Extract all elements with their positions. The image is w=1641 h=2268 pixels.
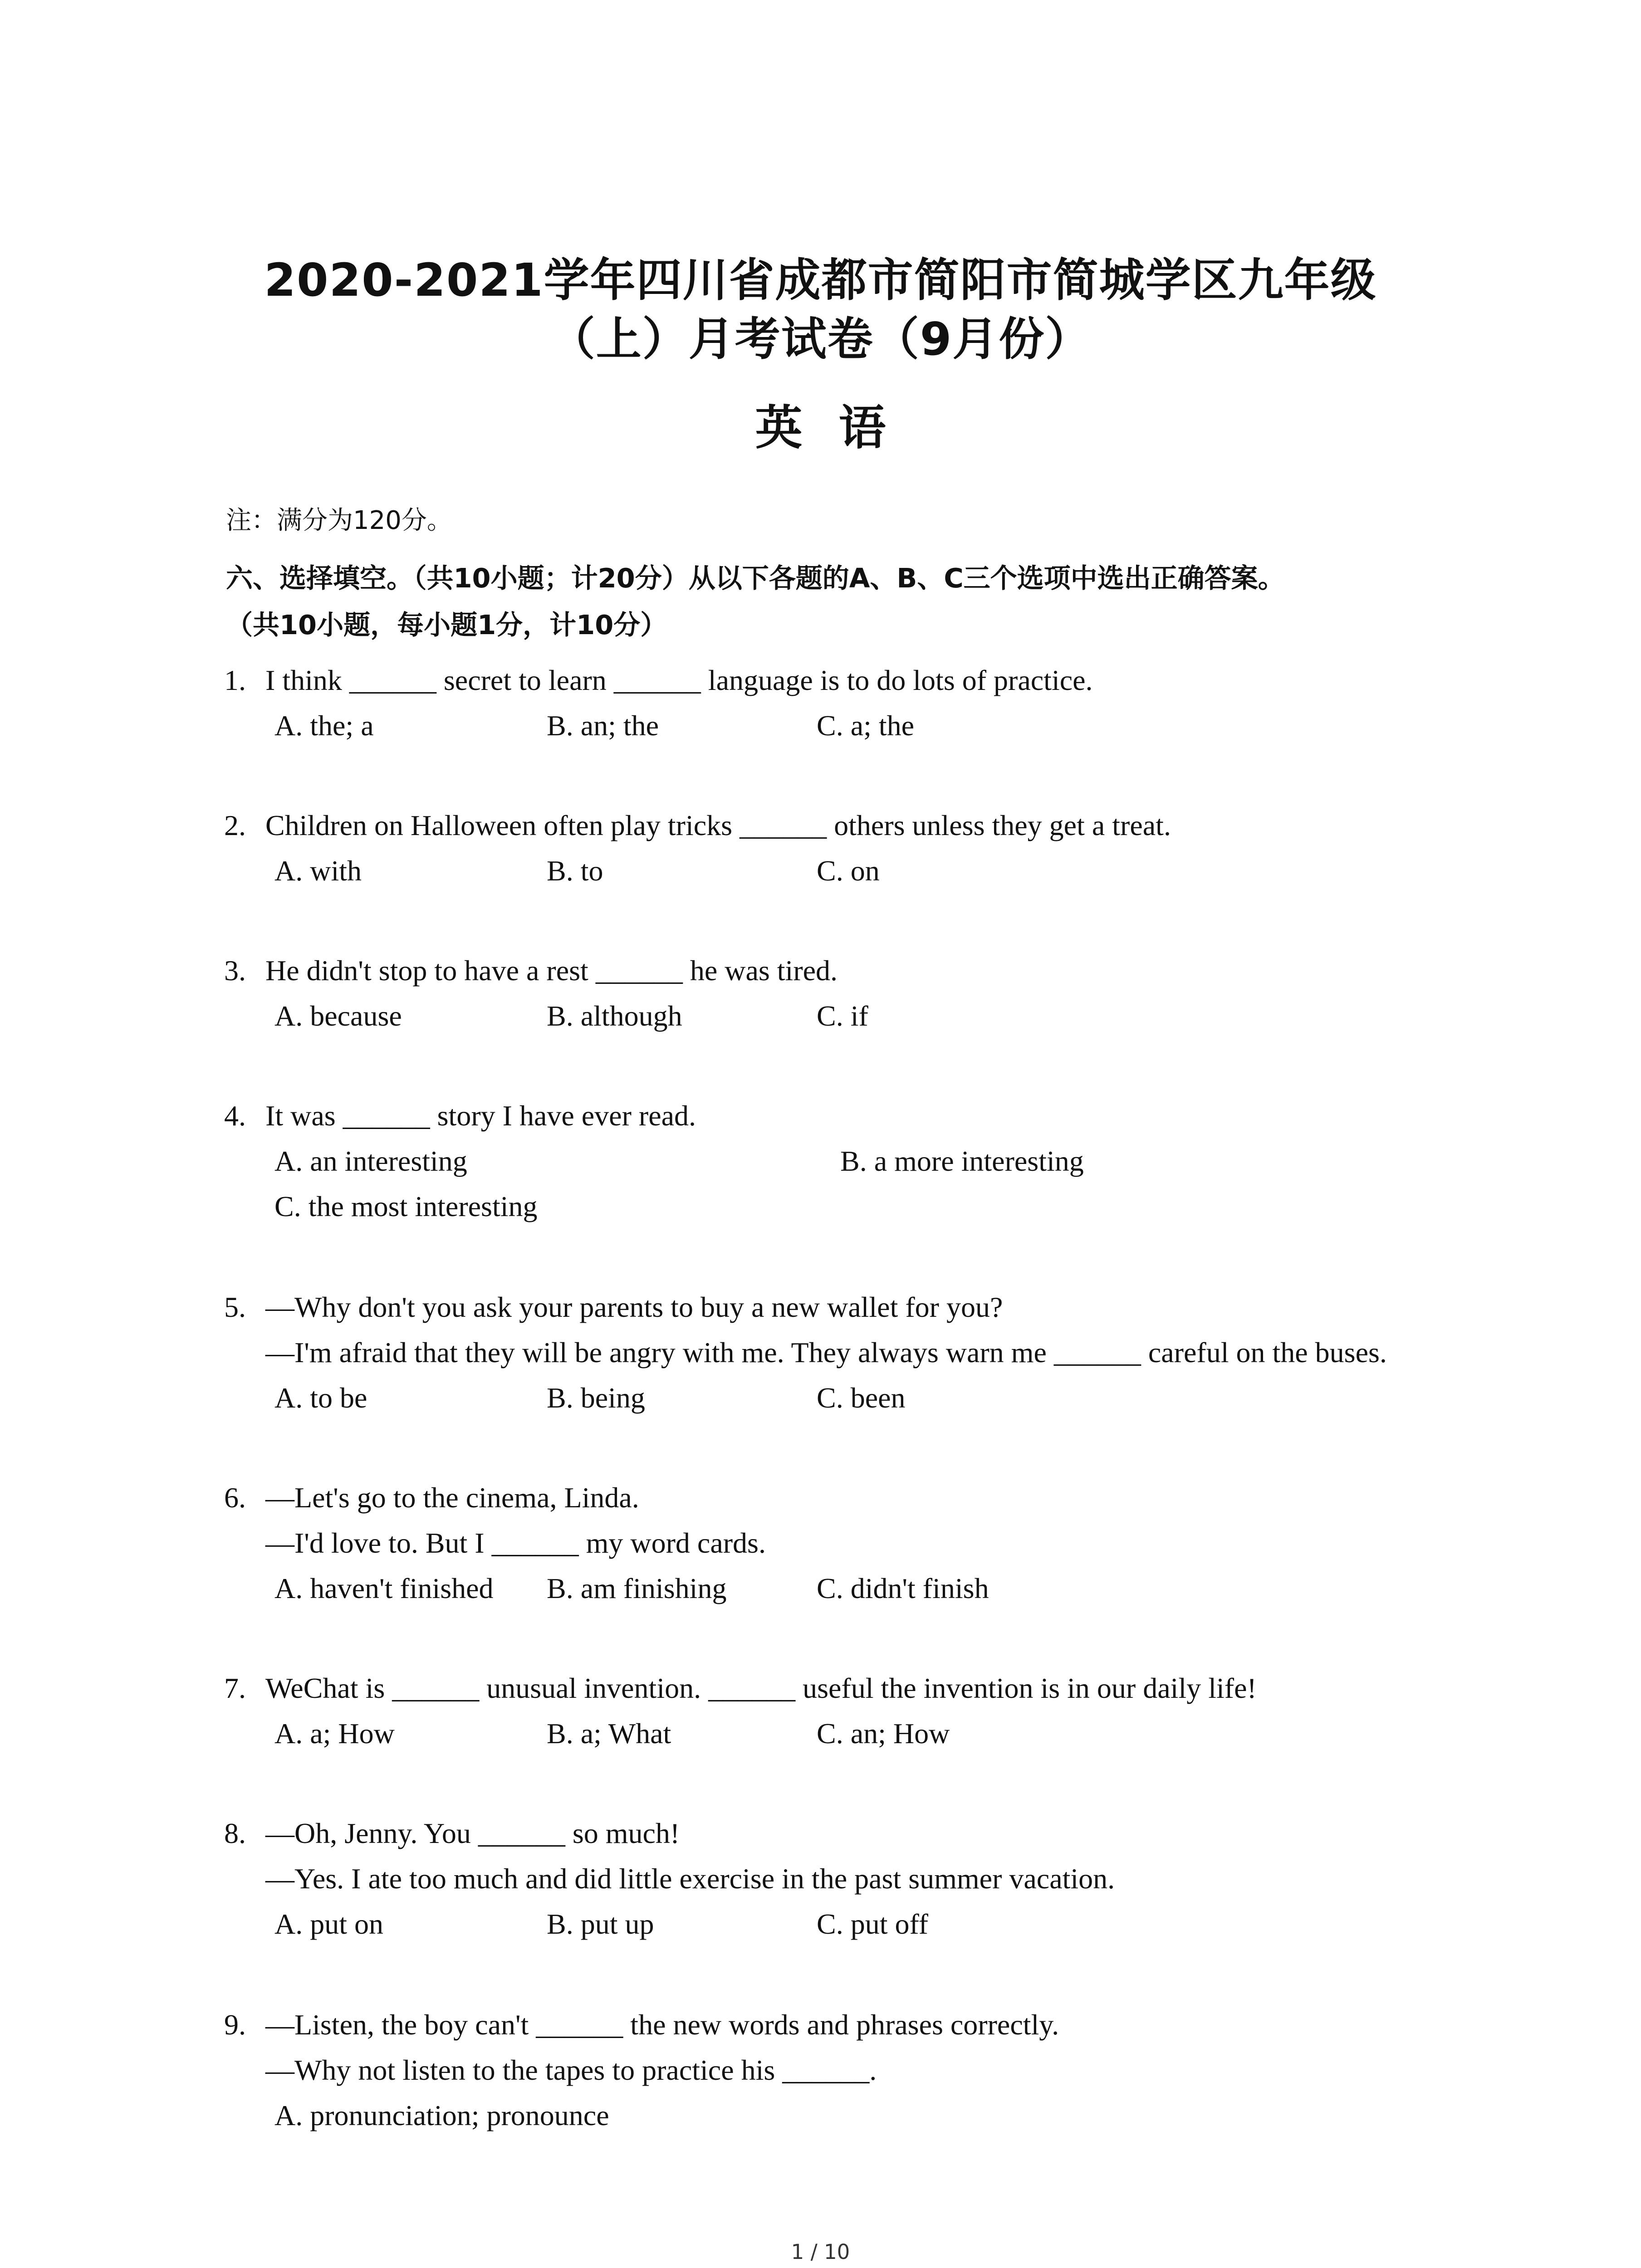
option-b[interactable]: B. a; What: [547, 1717, 671, 1750]
option-c[interactable]: C. a; the: [817, 709, 915, 742]
option-b[interactable]: B. am finishing: [547, 1572, 727, 1604]
question-number: 3.: [224, 954, 246, 987]
option-c[interactable]: C. an; How: [817, 1717, 950, 1750]
option-a[interactable]: A. with: [274, 855, 362, 887]
option-a[interactable]: A. because: [274, 1000, 402, 1032]
question-number: 5.: [224, 1291, 246, 1323]
question-stem: —Let's go to the cinema, Linda.: [265, 1481, 639, 1514]
option-c[interactable]: C. on: [817, 855, 880, 887]
question-number: 8.: [224, 1817, 246, 1849]
question-stem: He didn't stop to have a rest ______ he was tired.: [265, 954, 838, 987]
option-c[interactable]: C. the most interesting: [274, 1190, 538, 1222]
option-a[interactable]: A. put on: [274, 1908, 383, 1940]
option-a[interactable]: A. the; a: [274, 709, 374, 742]
question-stem: —Why don't you ask your parents to buy a new wallet for you?: [265, 1291, 1003, 1323]
option-b[interactable]: B. being: [547, 1382, 645, 1414]
score-note: 注：满分为120分。: [226, 506, 452, 535]
section-instruction-line2: （共10小题，每小题1分，计10分）: [226, 609, 667, 640]
question-stem: WeChat is ______ unusual invention. ______ useful the invention is in our daily life!: [265, 1672, 1257, 1704]
option-b[interactable]: B. an; the: [547, 709, 659, 742]
subject-heading: 英语: [755, 400, 922, 455]
question-stem-line2: —I'm afraid that they will be angry with me. They always warn me ______ careful on the buses.: [265, 1336, 1387, 1369]
question-stem-line2: —Yes. I ate too much and did little exercise in the past summer vacation.: [265, 1862, 1115, 1895]
question-stem-line2: —I'd love to. But I ______ my word cards.: [265, 1527, 766, 1559]
option-a[interactable]: A. pronunciation; pronounce: [274, 2099, 609, 2131]
option-b[interactable]: B. put up: [547, 1908, 654, 1940]
option-a[interactable]: A. an interesting: [274, 1145, 467, 1177]
question-number: 7.: [224, 1672, 246, 1704]
option-c[interactable]: C. didn't finish: [817, 1572, 989, 1604]
option-c[interactable]: C. if: [817, 1000, 868, 1032]
exam-title-line1: 2020-2021学年四川省成都市简阳市简城学区九年级: [264, 254, 1377, 307]
question-stem-line2: —Why not listen to the tapes to practice his ______.: [265, 2054, 877, 2086]
question-stem: —Listen, the boy can't ______ the new words and phrases correctly.: [265, 2009, 1059, 2041]
option-b[interactable]: B. a more interesting: [840, 1145, 1084, 1177]
option-b[interactable]: B. to: [547, 855, 603, 887]
question-number: 9.: [224, 2009, 246, 2041]
option-a[interactable]: A. haven't finished: [274, 1572, 494, 1604]
exam-title-line2: （上）月考试卷（9月份）: [549, 313, 1092, 366]
section-instruction-line1: 六、选择填空。（共10小题；计20分）从以下各题的A、B、C三个选项中选出正确答案。: [226, 562, 1285, 594]
question-stem: Children on Halloween often play tricks ______ others unless they get a treat.: [265, 809, 1171, 841]
option-b[interactable]: B. although: [547, 1000, 682, 1032]
option-c[interactable]: C. been: [817, 1382, 906, 1414]
question-stem: —Oh, Jenny. You ______ so much!: [265, 1817, 680, 1849]
question-number: 6.: [224, 1481, 246, 1514]
option-a[interactable]: A. a; How: [274, 1717, 395, 1750]
option-a[interactable]: A. to be: [274, 1382, 367, 1414]
question-number: 4.: [224, 1100, 246, 1132]
page-number: 1 / 10: [791, 2240, 850, 2264]
question-stem: I think ______ secret to learn ______ language is to do lots of practice.: [265, 664, 1093, 696]
question-number: 2.: [224, 809, 246, 841]
question-stem: It was ______ story I have ever read.: [265, 1100, 696, 1132]
question-number: 1.: [224, 664, 246, 696]
option-c[interactable]: C. put off: [817, 1908, 928, 1940]
